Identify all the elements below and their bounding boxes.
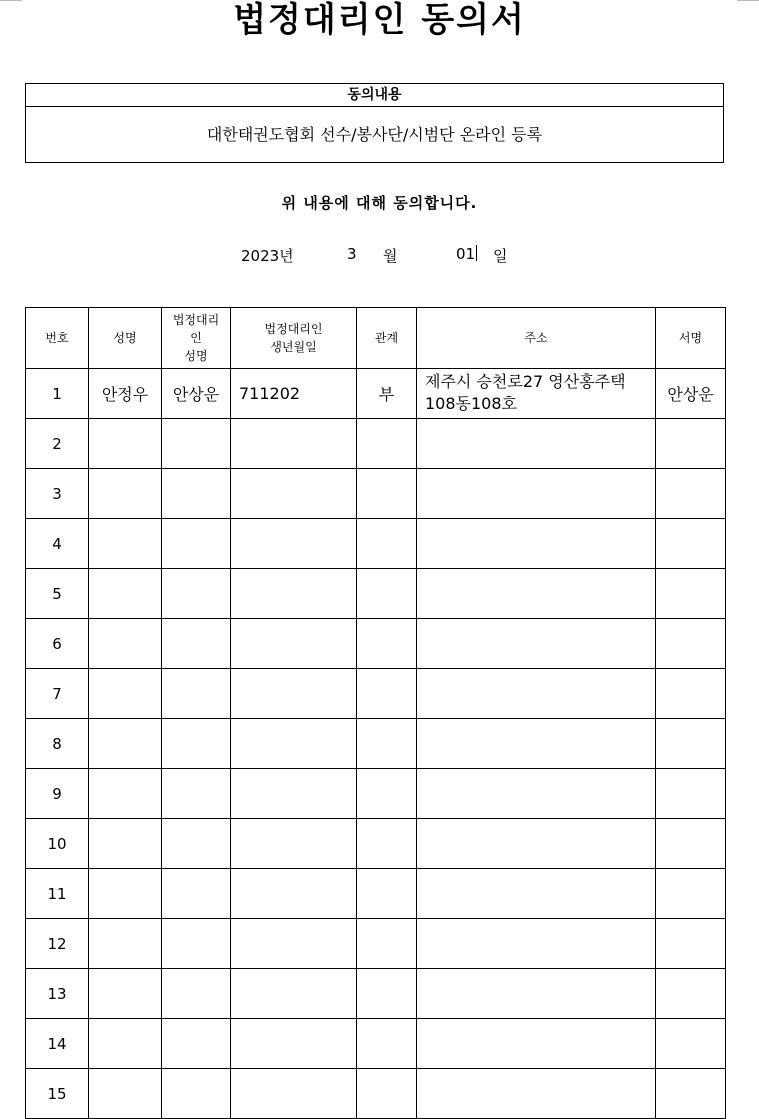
cell-guardian-name[interactable] [162,769,231,819]
cell-signature[interactable] [656,519,726,569]
cell-name[interactable]: 안정우 [89,369,162,419]
cell-signature[interactable] [656,819,726,869]
cell-guardian-birth[interactable] [231,719,357,769]
cell-relation[interactable] [357,869,417,919]
header-guardian-name-line2: 인 [190,331,202,345]
cell-address[interactable]: 제주시 승천로27 영산홍주택 108동108호 [417,369,656,419]
cell-address[interactable] [417,669,656,719]
cell-address[interactable] [417,519,656,569]
header-guardian-birth-line1: 법정대리인 [264,322,323,336]
cell-name[interactable] [89,769,162,819]
cell-name[interactable] [89,869,162,919]
cell-signature[interactable] [656,969,726,1019]
cell-address[interactable] [417,1069,656,1119]
table-row [26,719,726,769]
table-row [26,869,726,919]
cell-address[interactable] [417,719,656,769]
cell-no: 5 [26,569,89,619]
cell-guardian-name[interactable] [162,519,231,569]
cell-name[interactable] [89,1019,162,1069]
cell-guardian-birth[interactable] [231,1069,357,1119]
cell-address[interactable] [417,819,656,869]
cell-guardian-birth[interactable] [231,619,357,669]
cell-signature[interactable] [656,769,726,819]
cell-name[interactable] [89,619,162,669]
date-month-label: 월 [383,247,398,265]
cell-signature[interactable] [656,569,726,619]
header-guardian-name-line1: 법정대리 [172,313,220,327]
cell-guardian-birth[interactable] [231,469,357,519]
cell-guardian-birth[interactable] [231,869,357,919]
table-row [26,469,726,519]
cell-relation[interactable] [357,419,417,469]
document-title: 법정대리인 동의서 [233,0,526,40]
agreement-content[interactable]: 대한태권도협회 선수/봉사단/시범단 온라인 등록 [206,125,543,144]
table-row [26,1069,726,1119]
cell-relation[interactable] [357,919,417,969]
header-guardian-birth [231,308,357,369]
agreement-box [25,83,724,163]
cell-relation[interactable] [357,519,417,569]
consent-statement: 위 내용에 대해 동의합니다. [281,194,478,212]
cell-relation[interactable] [357,819,417,869]
table-row [26,519,726,569]
cell-address[interactable] [417,869,656,919]
cell-relation[interactable]: 부 [357,369,417,419]
cell-relation[interactable] [357,669,417,719]
cell-name[interactable] [89,1069,162,1119]
table-row [26,819,726,869]
cell-no: 8 [26,719,89,769]
cell-relation[interactable] [357,1069,417,1119]
cell-guardian-birth[interactable] [231,819,357,869]
cell-address[interactable] [417,769,656,819]
cell-name[interactable] [89,419,162,469]
cell-no: 11 [26,869,89,919]
cell-signature[interactable] [656,919,726,969]
cell-name[interactable] [89,719,162,769]
cell-guardian-birth[interactable] [231,1019,357,1069]
date-year[interactable]: 2023년 [241,247,294,265]
cell-signature[interactable] [656,419,726,469]
cell-no: 13 [26,969,89,1019]
cell-signature[interactable] [656,1019,726,1069]
guardian-table [25,307,726,1119]
cell-guardian-name[interactable] [162,969,231,1019]
cell-guardian-name[interactable] [162,669,231,719]
table-header-row [26,308,726,369]
cell-signature[interactable] [656,469,726,519]
date-day-value[interactable]: 01 [456,245,476,263]
header-name: 성명 [89,308,162,369]
cell-guardian-birth[interactable] [231,669,357,719]
header-signature: 서명 [656,308,726,369]
cell-relation[interactable] [357,719,417,769]
cell-no: 10 [26,819,89,869]
header-guardian-name [162,308,231,369]
date-day-label: 일 [493,247,508,265]
cell-guardian-name[interactable] [162,719,231,769]
table-row [26,769,726,819]
cell-address[interactable] [417,919,656,969]
header-address: 주소 [417,308,656,369]
table-row [26,619,726,669]
cell-relation[interactable] [357,1019,417,1069]
cell-address[interactable] [417,619,656,669]
header-relation: 관계 [357,308,417,369]
table-row [26,369,726,419]
cell-address[interactable] [417,969,656,1019]
cell-guardian-birth[interactable] [231,569,357,619]
table-row [26,569,726,619]
cell-guardian-birth[interactable] [231,769,357,819]
cell-relation[interactable] [357,769,417,819]
table-row [26,419,726,469]
cell-name[interactable] [89,569,162,619]
cell-guardian-birth[interactable] [231,919,357,969]
cell-signature[interactable] [656,619,726,669]
cell-guardian-name[interactable] [162,419,231,469]
cell-name[interactable] [89,969,162,1019]
table-row [26,1019,726,1069]
cell-no: 14 [26,1019,89,1069]
cell-no: 15 [26,1069,89,1119]
table-row [26,669,726,719]
cell-no: 9 [26,769,89,819]
cell-guardian-name[interactable]: 안상운 [162,369,231,419]
cell-guardian-birth[interactable] [231,519,357,569]
cell-name[interactable] [89,919,162,969]
cell-address[interactable] [417,1019,656,1069]
cell-no: 2 [26,419,89,469]
header-guardian-name-line3: 성명 [184,349,208,363]
cell-address[interactable] [417,569,656,619]
cell-address[interactable] [417,419,656,469]
cell-guardian-name[interactable] [162,619,231,669]
header-no: 번호 [26,308,89,369]
cell-guardian-name[interactable] [162,919,231,969]
cell-guardian-birth[interactable]: 711202 [231,369,357,419]
cell-no: 12 [26,919,89,969]
cell-address[interactable] [417,469,656,519]
cell-name[interactable] [89,519,162,569]
cell-relation[interactable] [357,569,417,619]
cell-guardian-name[interactable] [162,469,231,519]
cell-name[interactable] [89,669,162,719]
cell-no: 6 [26,619,89,669]
cell-no: 1 [26,369,89,419]
date-month-value[interactable]: 3 [347,245,357,263]
cell-guardian-name[interactable] [162,819,231,869]
cell-signature[interactable] [656,869,726,919]
cell-guardian-birth[interactable] [231,969,357,1019]
cell-no: 3 [26,469,89,519]
header-guardian-birth-line2: 생년월일 [270,340,317,354]
cell-guardian-name[interactable] [162,869,231,919]
table-row [26,969,726,1019]
cell-signature[interactable] [656,669,726,719]
cell-name[interactable] [89,469,162,519]
cell-no: 4 [26,519,89,569]
cell-signature[interactable]: 안상운 [656,369,726,419]
cell-guardian-name[interactable] [162,1069,231,1119]
cell-no: 7 [26,669,89,719]
cell-signature[interactable] [656,1069,726,1119]
cell-guardian-name[interactable] [162,569,231,619]
date-day-field[interactable] [456,245,477,263]
cell-relation[interactable] [357,469,417,519]
cell-guardian-name[interactable] [162,1019,231,1069]
cell-name[interactable] [89,819,162,869]
date-row [0,245,759,269]
cell-guardian-birth[interactable] [231,419,357,469]
cell-relation[interactable] [357,619,417,669]
cell-relation[interactable] [357,969,417,1019]
text-cursor [476,245,477,261]
cell-signature[interactable] [656,719,726,769]
table-row [26,919,726,969]
agreement-header: 동의내용 [26,84,723,107]
